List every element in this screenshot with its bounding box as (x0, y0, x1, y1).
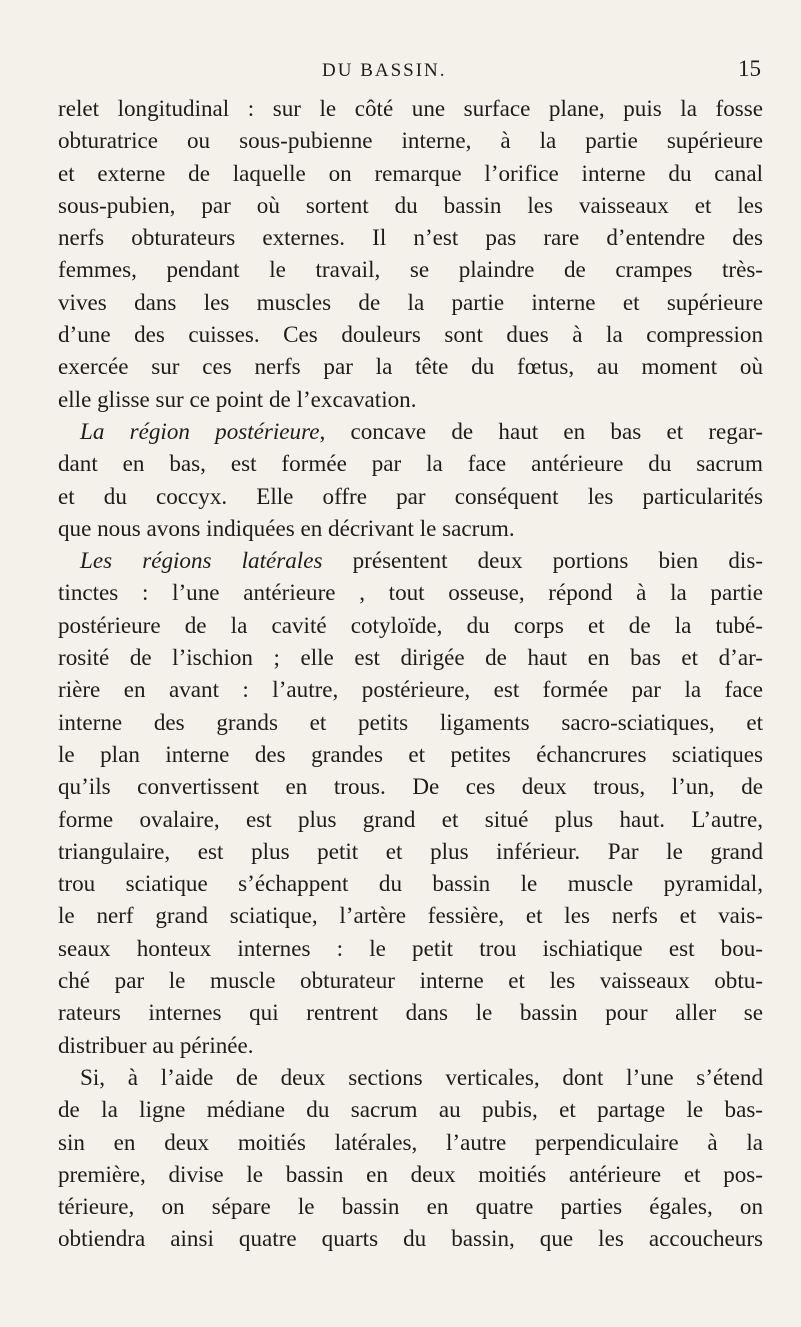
text-line: d’une des cuisses. Ces douleurs sont dues à la compression (58, 321, 763, 348)
text-line: de la ligne médiane du sacrum au pubis, et partage le bas- (58, 1096, 763, 1123)
text-line: elle glisse sur ce point de l’excavation. (58, 385, 417, 412)
text-line: rateurs internes qui rentrent dans le bassin pour aller se (58, 999, 763, 1026)
text-line: tinctes : l’une antérieure , tout osseuse, répond à la partie (58, 579, 763, 606)
text-line: sous-pubien, par où sortent du bassin les vaisseaux et les (58, 191, 763, 218)
text-line: le plan interne des grandes et petites échancrures sciatiques (58, 740, 763, 767)
text-line: forme ovalaire, est plus grand et situé plus haut. L’autre, (58, 805, 763, 832)
body-text (58, 92, 763, 1255)
text-line: nerfs obturateurs externes. Il n’est pas rare d’entendre des (58, 224, 763, 251)
text-line: obtiendra ainsi quatre quarts du bassin, que les accoucheurs (58, 1225, 763, 1252)
text-line: vives dans les muscles de la partie interne et supérieure (58, 288, 763, 315)
text-line: que nous avons indiquées en décrivant le sacrum. (58, 514, 515, 541)
text-line: ché par le muscle obturateur interne et les vaisseaux obtu- (58, 967, 763, 994)
text-line: seaux honteux internes : le petit trou ischiatique est bou- (58, 934, 763, 961)
text-line: et externe de laquelle on remarque l’orifice interne du canal (58, 159, 763, 186)
text-line: première, divise le bassin en deux moitiés antérieure et pos- (58, 1160, 763, 1187)
text-line: interne des grands et petits ligaments sacro-sciatiques, et (58, 708, 763, 735)
section-heading: Les régions latérales (80, 547, 323, 574)
section-heading: La région postérieure (80, 417, 320, 444)
page-header (0, 50, 801, 86)
text-line: distribuer au périnée. (58, 1031, 254, 1058)
text-line: trou sciatique s’échappent du bassin le muscle pyramidal, (58, 870, 763, 897)
text-line: rière en avant : l’autre, postérieure, est formée par la face (58, 676, 763, 703)
text-line: obturatrice ou sous-pubienne interne, à la partie supérieure (58, 127, 763, 154)
text-line: térieure, on sépare le bassin en quatre parties égales, on (58, 1193, 763, 1220)
page-number: 15 (738, 56, 761, 81)
text-line: Si, à l’aide de deux sections verticales, dont l’une s’étend (80, 1063, 763, 1090)
text-line: rosité de l’ischion ; elle est dirigée de haut en bas et d’ar- (58, 644, 763, 671)
text-line: La région postérieure, concave de haut en bas et regar- (80, 417, 763, 444)
text-line: sin en deux moitiés latérales, l’autre perpendiculaire à la (58, 1128, 763, 1155)
running-title: DU BASSIN. (322, 60, 447, 81)
text-line: exercée sur ces nerfs par la tête du fœtus, au moment où (58, 353, 763, 380)
text-line: le nerf grand sciatique, l’artère fessière, et les nerfs et vais- (58, 902, 763, 929)
text-line: triangulaire, est plus petit et plus inférieur. Par le grand (58, 837, 763, 864)
text-line: Les régions latérales présentent deux portions bien dis- (80, 547, 763, 574)
text-line: dant en bas, est formée par la face antérieure du sacrum (58, 450, 763, 477)
text-line: qu’ils convertissent en trous. De ces deux trous, l’un, de (58, 773, 763, 800)
text-line: et du coccyx. Elle offre par conséquent les particularités (58, 482, 763, 509)
text-line: postérieure de la cavité cotyloïde, du corps et de la tubé- (58, 611, 763, 638)
text-line: femmes, pendant le travail, se plaindre de crampes très- (58, 256, 763, 283)
text-line: relet longitudinal : sur le côté une surface plane, puis la fosse (58, 95, 763, 121)
